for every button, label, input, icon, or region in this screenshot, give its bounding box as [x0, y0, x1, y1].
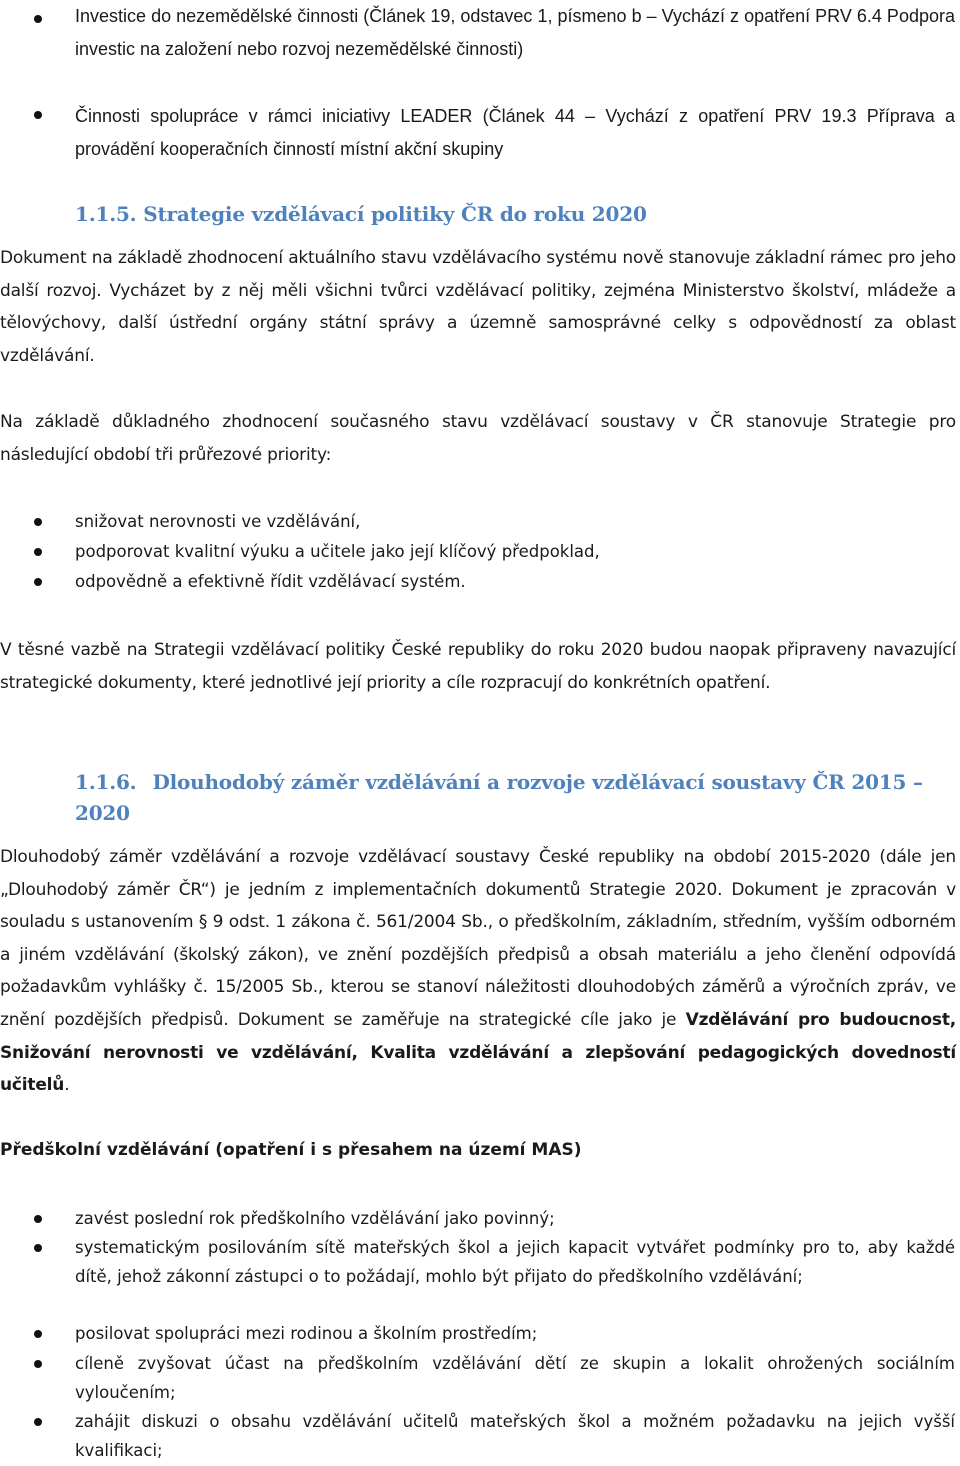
subheading: Předškolní vzdělávání (opatření i s přesahem na území MAS): [0, 1140, 582, 1160]
list-item: snižovat nerovnosti ve vzdělávání,: [75, 512, 361, 531]
list-item: Investice do nezemědělské činnosti (Článek 19, odstavec 1, písmeno b – Vychází z opatření PRV 6.4 Podpora investic na založení nebo rozvoj nezemědělské činnosti): [75, 6, 955, 59]
bullet-icon: [34, 1360, 42, 1368]
section-heading-116: [75, 767, 955, 829]
bullet-icon: [34, 1330, 42, 1338]
section-number: 1.1.5.: [75, 202, 137, 226]
section-number: 1.1.6.: [75, 770, 137, 794]
paragraph: Na základě důkladného zhodnocení současného stavu vzdělávací soustavy v ČR stanovuje Strategie pro následující období tři průřezové priority:: [0, 412, 956, 465]
bullet-icon: [34, 1244, 42, 1252]
list-item: posilovat spolupráci mezi rodinou a školním prostředím;: [75, 1324, 538, 1343]
bullet-icon: [34, 1215, 42, 1223]
paragraph: [0, 841, 956, 1102]
bullet-icon: [34, 548, 42, 556]
section-title: Dlouhodobý záměr vzdělávání a rozvoje vzdělávací soustavy ČR 2015 – 2020: [75, 770, 923, 825]
paragraph-text: Dlouhodobý záměr vzdělávání a rozvoje vzdělávací soustavy České republiky na období 2015-2020 (dále jen „Dlouhodobý záměr ČR“) je jedním z implementačních dokumentů Strategie 2020. Dokument je zpracován v souladu s ustanovením § 9 odst. 1 zákona č. 561/2004 Sb., o předškolním, základním, středním, vyšším odborném a jiném vzdělávání (školský zákon), ve znění pozdějších předpisů a obsah materiálu a jeho členění odpovídá požadavkům vyhlášky č. 15/2005 Sb., kterou se stanoví náležitosti dlouhodobých záměrů a výročních zpráv, ve znění pozdějších předpisů. Dokument se zaměřuje na strategické cíle jako je: [0, 847, 956, 1030]
paragraph-bold-text: Vzdělávání pro budoucnost, Snižování nerovnosti ve vzdělávání, Kvalita vzdělávání a zlepšování pedagogických dovedností učitelů: [0, 1009, 956, 1096]
bullet-icon: [34, 1418, 42, 1426]
list-item: odpovědně a efektivně řídit vzdělávací systém.: [75, 572, 466, 591]
paragraph: Dokument na základě zhodnocení aktuálního stavu vzdělávacího systému nově stanovuje základní rámec pro jeho další rozvoj. Vycházet by z něj měli všichni tvůrci vzdělávací politiky, zejména Ministerstvo školství, mládeže a tělovýchovy, další ústřední orgány státní správy a územně samosprávné celky s odpovědností za oblast vzdělávání.: [0, 248, 956, 366]
section-title: Strategie vzdělávací politiky ČR do roku 2020: [143, 202, 647, 226]
list-item: systematickým posilováním sítě mateřských škol a jejich kapacit vytvářet podmínky pro to, aby každé dítě, jehož zákonní zástupci o to požádají, mohlo být přijato do předškolního vzdělávání;: [75, 1238, 955, 1286]
list-item: podporovat kvalitní výuku a učitele jako její klíčový předpoklad,: [75, 542, 600, 561]
list-item: zahájit diskuzi o obsahu vzdělávání učitelů mateřských škol a možném požadavku na jejich vyšší kvalifikaci;: [75, 1412, 955, 1460]
bullet-icon: [34, 578, 42, 586]
bullet-icon: [34, 15, 42, 23]
list-item: zavést poslední rok předškolního vzdělávání jako povinný;: [75, 1209, 555, 1228]
bullet-icon: [34, 111, 42, 119]
paragraph: V těsné vazbě na Strategii vzdělávací politiky České republiky do roku 2020 budou naopak připraveny navazující strategické dokumenty, které jednotlivé její priority a cíle rozpracují do konkrétních opatření.: [0, 640, 956, 693]
list-item: Činnosti spolupráce v rámci iniciativy LEADER (Článek 44 – Vychází z opatření PRV 19.3 Příprava a provádění kooperačních činností místní akční skupiny: [75, 106, 955, 159]
list-item: cíleně zvyšovat účast na předškolním vzdělávání dětí ze skupin a lokalit ohrožených sociálním vyloučením;: [75, 1354, 955, 1402]
paragraph-end: .: [64, 1075, 70, 1096]
bullet-icon: [34, 518, 42, 526]
section-heading-115: [75, 199, 955, 230]
